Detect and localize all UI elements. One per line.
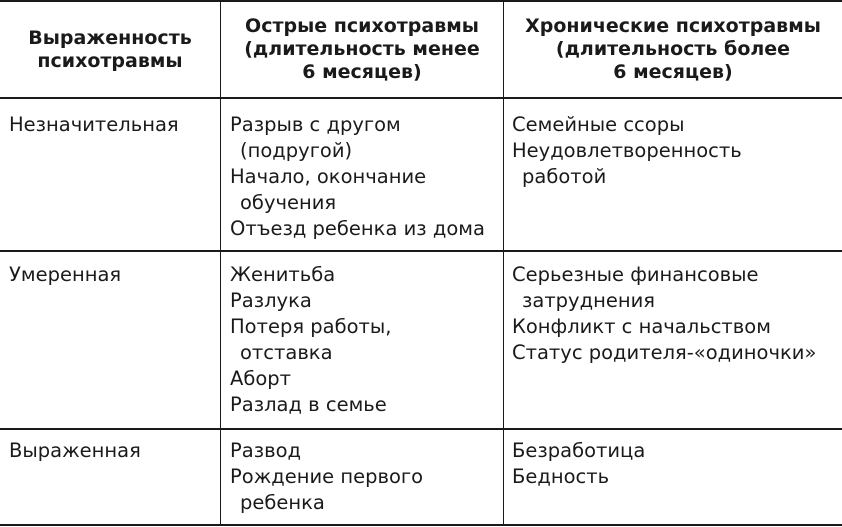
list-item-continuation: отставка — [240, 341, 333, 364]
list-item: Разлука — [230, 289, 312, 312]
list-item: Серьезные финансовые — [512, 263, 759, 286]
row2-severity — [9, 262, 121, 288]
list-item: Статус родителя-«одиночки» — [512, 341, 817, 364]
list-item: Развод — [230, 439, 301, 462]
header-severity: Выраженность психотравмы — [28, 26, 192, 72]
header-acute: Острые психотравмы (длительность менее 6 месяцев) — [244, 15, 480, 83]
list-item-continuation: затруднения — [522, 289, 655, 312]
row3-acute — [230, 438, 423, 516]
list-item-continuation: работой — [522, 165, 607, 188]
row2-chronic — [512, 262, 816, 366]
list-item: Неудовлетворенность — [512, 139, 742, 162]
severity-label: Незначительная — [9, 113, 179, 136]
list-item: Безработица — [512, 439, 646, 462]
table-bottom-rule — [0, 524, 842, 526]
row1-acute — [230, 112, 485, 242]
row3-severity — [9, 438, 141, 464]
list-item: Аборт — [230, 367, 292, 390]
list-item: Отъезд ребенка из дома — [230, 217, 485, 240]
list-item: Бедность — [512, 465, 610, 488]
list-item: Разлад в семье — [230, 393, 387, 416]
list-item: Рождение первого — [230, 465, 424, 488]
list-item: Конфликт с начальством — [512, 315, 771, 338]
list-item: Начало, окончание — [230, 165, 427, 188]
row1-severity — [9, 112, 179, 138]
row3-chronic — [512, 438, 645, 490]
list-item: Женитьба — [230, 263, 336, 286]
list-item: Разрыв с другом — [230, 113, 401, 136]
list-item: Семейные ссоры — [512, 113, 685, 136]
row2-bottom-rule — [0, 428, 842, 430]
list-item-continuation: (подругой) — [240, 139, 353, 162]
header-chronic: Хронические психотравмы (длительность более 6 месяцев) — [525, 15, 821, 83]
list-item: Потеря работы, — [230, 315, 392, 338]
severity-label: Выраженная — [9, 439, 141, 462]
list-item-continuation: ребенка — [240, 491, 325, 514]
row2-acute — [230, 262, 392, 418]
list-item-continuation: обучения — [240, 191, 337, 214]
severity-label: Умеренная — [9, 263, 122, 286]
row1-bottom-rule — [0, 250, 842, 252]
header-bottom-rule — [0, 97, 842, 99]
row1-chronic — [512, 112, 742, 190]
